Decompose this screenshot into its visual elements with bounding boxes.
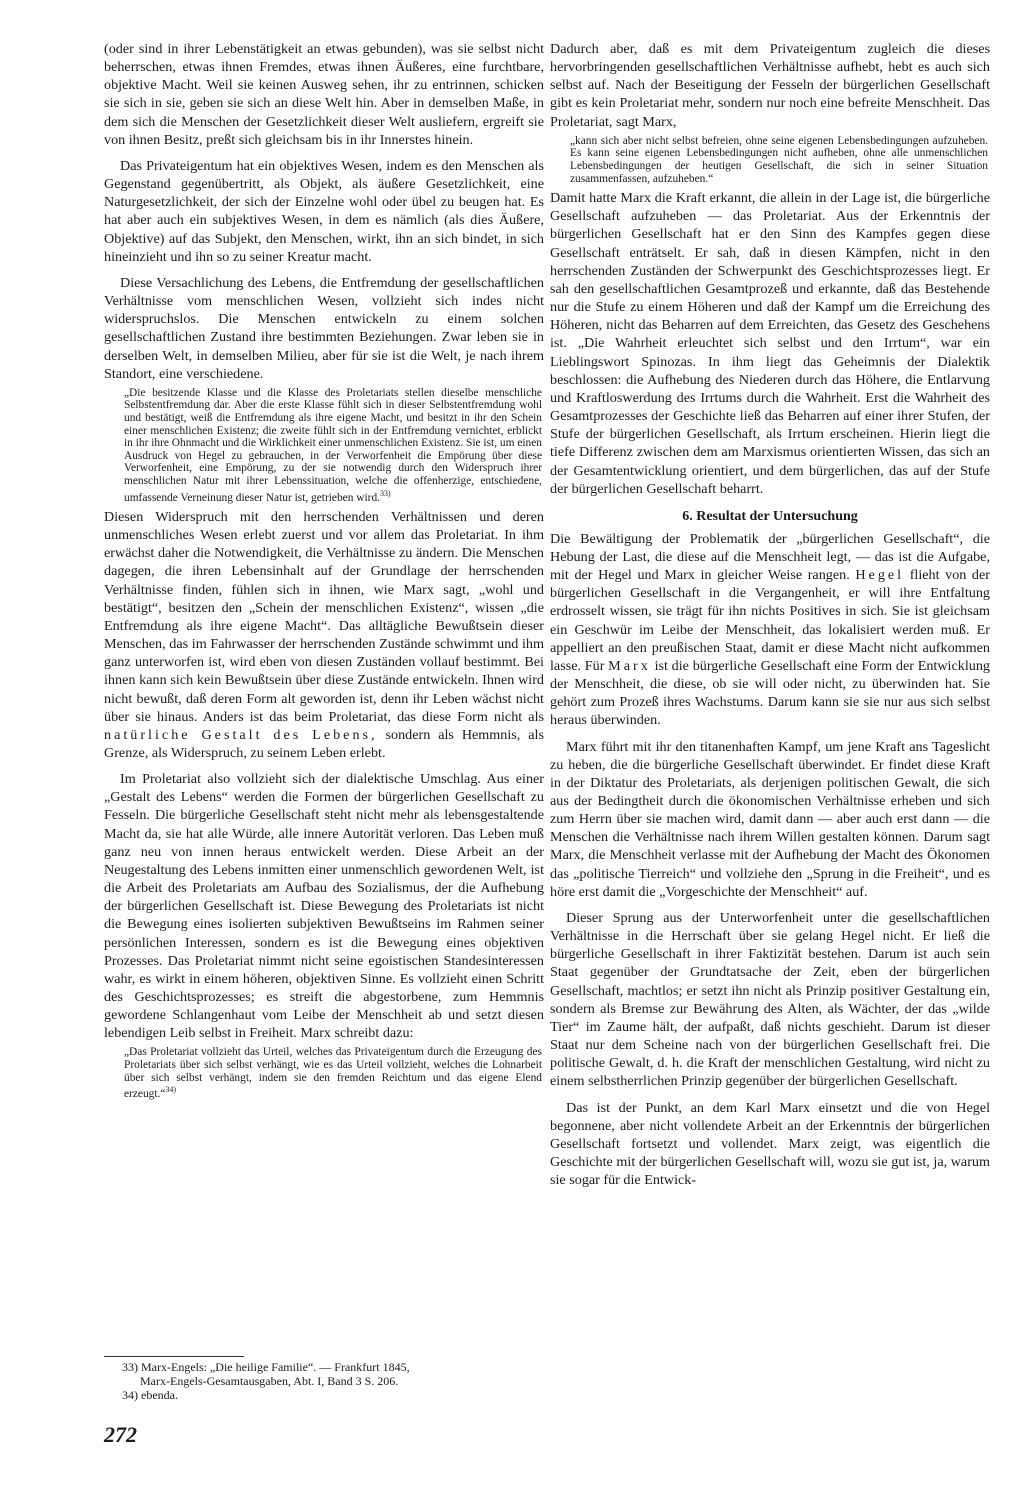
- footnote-ref: 34): [165, 1085, 177, 1095]
- text-run: Diesen Widerspruch mit den herrschenden Verhältnissen und deren unmenschliches Wesen erlebt zuerst und vor allem das Proletariat. In ihm erwächst daher die Notwendigkeit, die Verhältnisse zu ändern. Die Menschen dagegen, die ihren Lebensinhalt auf der Grundlage der herrschenden Verhältnisse finden, fühlen sich in ihnen, wie Marx sagt, „wohl und bestätigt“, besitzen den „Schein der menschlichen Existenz“, wissen „die Entfremdung als ihre eigene Macht“. Das alltägliche Bewußtsein dieser Menschen, das im Fahrwasser der herrschenden Zustände schwimmt und ihm ganz unterworfen ist, wird eben von diesen Zuständen vollauf bestimmt. Bei ihnen kann sich kein Bewußtsein über diese Zustände entwickeln. Ihnen wird nicht bewußt, daß deren Form alt geworden ist, denn ihr Leben wächst nicht über sie hinaus. Anders ist das beim Proletariat, das diese Form nicht als: [104, 508, 544, 725]
- block-quote: [104, 1046, 544, 1100]
- footnote-34: 34) ebenda.: [122, 1388, 178, 1402]
- block-quote: [104, 387, 544, 504]
- quote-text: „Das Proletariat vollzieht das Urteil, welches das Privateigentum durch die Erzeugung des Proletariats über sich selbst verhängt, wie es das Urteil vollzieht, welches die Lohnarbeit über sich selbst verhängt, indem sie den fremden Reichtum und das eigene Elend erzeugt.“: [124, 1046, 542, 1101]
- paragraph: Im Proletariat also vollzieht sich der dialektische Umschlag. Aus einer „Gestalt des Lebens“ werden die Formen der bürgerlichen Gesellschaft zu Fesseln. Die bürgerliche Gesellschaft steht nicht mehr als lebensgestaltende Macht da, sie hat alle Würde, alle innere Autorität verloren. Das Leben muß ganz neu von innen heraus entwickelt werden. Diese Arbeit an der Neugestaltung des Lebens inmitten einer unmenschlich gewordenen Welt, ist die Arbeit des Proletariats am Aufbau des Sozialismus, der die Aufhebung der bürgerlichen Gesellschaft ist. Diese Bewegung des Proletariats ist nicht die Bewegung eines isolierten subjektiven Bewußtseins im Rahmen seiner persönlichen Interessen, sondern es ist die Bewegung eines objektiven Prozesses. Das Proletariat nimmt nicht seine egoistischen Standesinteressen wahr, es wirkt in einem höheren, objektiven Sinne. Es vollzieht einen Schritt des Geschichtsprozesses; es streift die abgestorbene, zum Hemmnis gewordene Schlangenhaut vom Leibe der Menschheit ab und setzt diesen lebendigen Leib selbst in Freiheit. Marx schreibt dazu:: [104, 771, 544, 1042]
- quote-text: „Die besitzende Klasse und die Klasse des Proletariats stellen dieselbe menschliche Selbstentfremdung dar. Aber die erste Klasse fühlt sich in dieser Selbstentfremdung wohl und bestätigt, weiß die Entfremdung als ihre eigene Macht, und besitzt in ihr den Schein einer menschlichen Existenz; die zweite fühlt sich in der Entfremdung vernichtet, erblickt in ihr ihre Ohnmacht und die Wirklichkeit einer unmenschlichen Existenz. Sie ist, um einen Ausdruck von Hegel zu gebrauchen, in der Verworfenheit die Empörung über diese Verworfenheit, eine Empörung, zu der sie notwendig durch den Widerspruch ihrer menschlichen Natur mit ihrer Lebenssituation, welche die offenherzige, entschiedene, umfassende Verneinung dieser Natur ist, getrieben wird.: [124, 386, 542, 504]
- footnote-ref: 33): [380, 488, 391, 498]
- paragraph: Dieser Sprung aus der Unterworfenheit unter die gesellschaftlichen Verhältnisse in die Herrschaft über sie gelang Hegel nicht. Er ließ die bürgerliche Gesellschaft in ihrer Faktizität bestehen. Darum ist auch sein Staat gegenüber der Grundtatsache der Zeit, eben der bürgerlichen Gesellschaft, machtlos; er setzt ihn nicht als Prinzip positiver Gestaltung ein, sondern als Bremse zur Bewährung des Alten, als Wächter, der das „wilde Tier“ im Zaume hält, der aufpaßt, daß nichts geschieht. Darum ist dieser Staat nur dem Scheine nach von der bürgerlichen Gesellschaft frei. Die politische Gewalt, d. h. die Kraft der menschlichen Gestaltung, wird nicht zu einem selbstherrlichen Prinzip gegenüber der bürgerlichen Gesellschaft.: [550, 909, 990, 1090]
- block-quote: „kann sich aber nicht selbst befreien, ohne seine eigenen Lebensbedingungen aufzuheben. Es kann seine eigenen Lebensbedingungen nicht aufheben, ohne alle unmenschlichen Lebensbedingungen der heutigen Gesellschaft, die sich in seiner Situation zusammenfassen, aufzuheben.“: [570, 134, 988, 185]
- paragraph: [550, 530, 990, 730]
- right-column: [550, 40, 990, 1435]
- paragraph: Das ist der Punkt, an dem Karl Marx einsetzt und die von Hegel begonnene, aber nicht vollendete Arbeit an der Erkenntnis der bürgerlichen Gesellschaft fortsetzt und vollendet. Marx zeigt, was eigentlich die Geschichte mit der bürgerlichen Gesellschaft will, wozu sie gut ist, ja, warum sie sogar für die Entwick-: [550, 1099, 990, 1189]
- spaced-emphasis: Hegel: [855, 567, 905, 584]
- spaced-emphasis: Marx: [608, 657, 651, 674]
- paragraph: (oder sind in ihrer Lebenstätigkeit an etwas gebunden), was sie selbst nicht beherrschen, etwas ihnen Fremdes, etwas ihnen Äußeres, eine furchtbare, objektive Macht. Weil sie keinen Ausweg sehen, ihr zu entrinnen, schicken sie sich in sie, geben sie sich an diese Welt hin. Aber in demselben Maße, in dem sich die Menschen der Gesetzlichkeit dieser Welt ausliefern, ergreift sie von ihnen Besitz, preßt sich gleichsam bis in ihr Innerstes hinein.: [104, 41, 544, 148]
- paragraph: Diese Versachlichung des Lebens, die Entfremdung der gesellschaftlichen Verhältnisse vom menschlichen Wesen, vollzieht sich indes nicht widerspruchslos. Die Menschen entwickeln zu einem solchen gesellschaftlichen Zustand ihre bestimmten Beziehungen. Zwar leben sie in derselben Welt, in demselben Milieu, aber für sie ist die Welt, je nach ihrem Standort, eine verschiedene.: [104, 274, 544, 382]
- text-run: sondern als Hemmnis, als Grenze, als Widerspruch, zu seinem Leben erlebt.: [104, 726, 544, 761]
- paragraph: Das Privateigentum hat ein objektives Wesen, indem es den Menschen als Gegenstand gegenübertritt, als Objekt, als äußere Gesetzlichkeit, eine Naturgesetzlichkeit, der sich der Einzelne wohl oder übel zu beugen hat. Es hat aber auch ein subjektives Wesen, in dem es nämlich (als dies Äußere, Objektive) auf das Subjekt, den Menschen, wirkt, ihn an sich bindet, in sich hineinzieht und ihn so zu seiner Kreatur macht.: [104, 157, 544, 265]
- paragraph: Marx führt mit ihr den titanenhaften Kampf, um jene Kraft ans Tageslicht zu heben, die die bürgerliche Gesellschaft überwindet. Er findet diese Kraft in der Diktatur des Proletariats, als derjenigen politischen Gewalt, die sich aus der Bedingtheit durch die ökonomischen Verhältnisse erheben und sich zum Herrn über sie machen wird, damit dann — aber auch erst dann — die Menschen die Verhältnisse nach ihrem Willen gestalten können. Darum sagt Marx, die Menschheit verlasse mit der Aufhebung der Macht des Ökonomen das „politische Tierreich“ und vollziehe den „Sprung in die Freiheit“, und es höre erst damit die „Vorgeschichte der Menschheit“ auf.: [550, 738, 990, 900]
- footnote-33: 33) Marx-Engels: „Die heilige Familie“. — Frankfurt 1845,: [122, 1360, 410, 1374]
- footnotes: [104, 1360, 544, 1402]
- text-run: ist die bürgerliche Gesellschaft eine Form der Entwicklung der Menschheit, die diese, ob sie will oder nicht, zu überwinden hat. Sie gehört zum Prozeß ihres Wachstums. Darum kann sie sie nur aus sich selbst heraus überwinden.: [550, 657, 990, 729]
- paragraph: Dadurch aber, daß es mit dem Privateigentum zugleich die dieses hervorbringenden gesellschaftlichen Verhältnisse aufhebt, hebt es auch sich selbst auf. Nach der Beseitigung der Fesseln der bürgerlichen Gesellschaft gibt es kein Proletariat mehr, sondern nur noch eine befreite Menschheit. Das Proletariat, sagt Marx,: [550, 41, 990, 130]
- spaced-emphasis: natürliche Gestalt des Lebens,: [104, 726, 378, 743]
- text-run: flieht von der bürgerlichen Gesellschaft in die Vergangenheit, er will ihre Entfaltung erdrosselt wissen, sie trägt für ihn nichts Positives in sich. Sie ist gleichsam ein Geschwür im Leibe der Menschheit, das lokalisiert werden muß. Er appelliert an den preußischen Staat, damit er diese Macht nicht aufkommen lasse. Für: [550, 567, 990, 674]
- page-number: 272: [104, 1422, 137, 1447]
- footnote-33-continuation: Marx-Engels-Gesamtausgaben, Abt. I, Band 3 S. 206.: [140, 1374, 399, 1388]
- left-column: [104, 40, 544, 1435]
- paragraph: [104, 508, 544, 762]
- paragraph: Damit hatte Marx die Kraft erkannt, die allein in der Lage ist, die bürgerliche Gesellschaft aufzuheben — das Proletariat. Aus der Erkenntnis der bürgerlichen Gesellschaft hat er den Sinn des Kampfes gegen diese Gesellschaft enträtselt. Er sah, daß in diesen Kämpfen, nicht in den herrschenden Zuständen der Schwerpunkt des Geschichtsprozesses liegt. Er sah den gesellschaftlichen Gesamtprozeß und erkannte, daß das Bestehende nur die Stufe zu einem Höheren und daß der Kampf um die Erreichung des Höheren, nicht das Beharren auf dem Erreichten, das Gesetz des Geschehens ist. „Die Wahrheit erleuchtet sich selbst und den Irrtum“, war ein Lieblingswort Spinozas. In ihm liegt das Geheimnis der Dialektik beschlossen: die Aufhebung des Niederen durch das Höhere, die Entlarvung und Kraftloswerdung des Irrtums durch die Wahrheit. Erst die Wahrheit des Gesamtprozesses der Geschichte ließ das Beharren auf einer ihrer Stufen, der Stufe der bürgerlichen Gesellschaft, als Irrtum erscheinen. Hierin liegt die tiefe Differenz zwischen dem am Marxismus orientierten Wissen, das sich an der Gesamtentwicklung orientiert, und dem bürgerlichen, das auf der Stufe der bürgerlichen Gesellschaft beharrt.: [550, 190, 990, 497]
- footnote-divider: [104, 1356, 244, 1357]
- text-run: Die Bewältigung der Problematik der „bürgerlichen Gesellschaft“, die Hebung der Last, die diese auf die Menschheit legt, — das ist die Aufgabe, mit der Hegel und Marx in gleicher Weise rangen.: [550, 530, 990, 584]
- section-heading: 6. Resultat der Untersuchung: [682, 508, 858, 524]
